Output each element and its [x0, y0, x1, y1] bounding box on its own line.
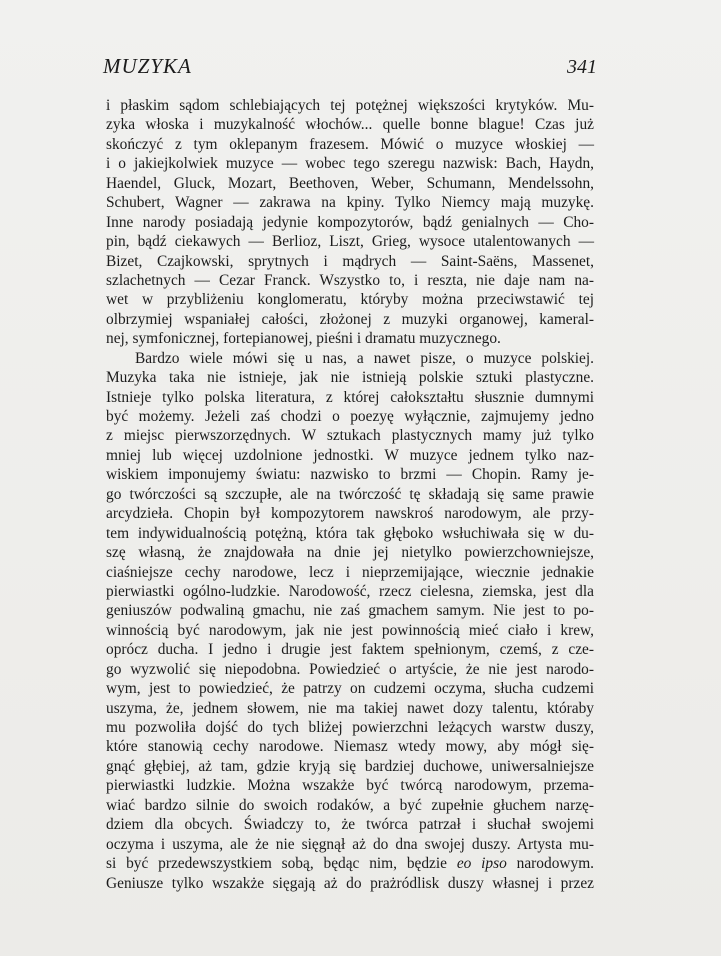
text-line: Haendel, Gluck, Mozart, Beethoven, Weber, Schumann, Mendelssohn,	[106, 174, 594, 192]
text-line: go twórczości są szczupłe, ale na twórczość tę składają się same prawie	[106, 485, 594, 503]
text-line: go wyzwolić się niepodobna. Powiedzieć o artyście, że nie jest narodo-	[106, 660, 594, 678]
text-line: mniej lub więcej uzdolnione jednostki. W muzyce jednem tylko naz-	[106, 446, 594, 464]
running-title: MUZYKA	[103, 54, 192, 78]
text-line: uszyma, że, jednem słowem, nie ma takiej nawet dozy talentu, któraby	[106, 699, 594, 717]
body-text	[106, 96, 594, 893]
text-line: ciaśniejsze cechy narodowe, lecz i nieprzemijające, wiecznie jednakie	[106, 563, 594, 581]
text-line: i o jakiejkolwiek muzyce — wobec tego szeregu nazwisk: Bach, Haydn,	[106, 155, 594, 173]
text-line: które stanowią cechy narodowe. Niemasz wtedy mowy, aby mógł się-	[106, 738, 594, 756]
text-line: gnąć głębiej, aż tam, gdzie kryją się bardziej duchowe, uniwersalniejsze	[106, 757, 594, 775]
text-line: wym, jest to powiedzieć, że patrzy on cudzemi oczyma, słucha cudzemi	[106, 680, 594, 698]
page-header	[103, 54, 597, 86]
text-line: Bizet, Czajkowski, sprytnych i mądrych — Saint-Saëns, Massenet,	[106, 252, 594, 270]
paragraph-1	[106, 96, 594, 349]
text-line: Inne narody posiadają jedynie kompozytorów, bądź genialnych — Cho-	[106, 213, 594, 231]
text-line: winnością być narodowym, jak nie jest powinnością mieć ciało i krew,	[106, 621, 594, 639]
text-line: arcydzieła. Chopin był kompozytorem nawskroś narodowym, ale przy-	[106, 505, 594, 523]
text-line: Muzyka taka nie istnieje, jak nie istnieją polskie sztuki plastyczne.	[106, 369, 594, 387]
text-line: z miejsc pierwszorzędnych. W sztukach plastycznych mamy już tylko	[106, 427, 594, 445]
text-line: mu pozwoliła dojść do tych bliżej powierzchni leżących warstw duszy,	[106, 719, 594, 736]
text-line-with-italic	[106, 854, 594, 873]
text-line: Schubert, Wagner — zakrawa na kpiny. Tylko Niemcy mają muzykę.	[106, 194, 594, 212]
text-line: szlachetnych — Cezar Franck. Wszystko to, i reszta, nie daje nam na-	[106, 271, 594, 289]
text-line: Istnieje tylko polska literatura, z której całokształtu słusznie dumnymi	[106, 388, 594, 406]
text-line: być możemy. Jeżeli zaś chodzi o poezyę wyłącznie, zajmujemy jedno	[106, 408, 594, 425]
text-line: pierwiastki ludzkie. Można wszakże być twórcą narodowym, przema-	[106, 777, 594, 795]
text-line: geniuszów podwaliną gmachu, nie zaś gmachem samym. Nie jest to po-	[106, 602, 594, 620]
text-line: Bardzo wiele mówi się u nas, a nawet pisze, o muzyce polskiej.	[135, 349, 594, 367]
text-line: zyka włoska i muzykalność włochów... quelle bonne blague! Czas już	[106, 116, 594, 134]
text-line: nej, symfonicznej, fortepianowej, pieśni i dramatu muzycznego.	[106, 330, 501, 348]
text-line: wiskiem imponujemy światu: nazwisko to brzmi — Chopin. Ramy je-	[106, 466, 594, 484]
italic-phrase: eo ipso	[456, 855, 507, 873]
text-segment: narodowym.	[506, 855, 595, 873]
text-line: oczyma i uszyma, ale że nie sięgnął aż do dna swojej duszy. Artysta mu-	[106, 835, 594, 853]
text-line: Geniusze tylko wszakże sięgają aż do prażródlisk duszy własnej i przez	[106, 874, 594, 892]
text-line: tem indywidualnością potężną, która tak głęboko wsłuchiwała się w du-	[106, 524, 594, 542]
paragraph-2	[106, 349, 594, 893]
text-line: dziem dla obcych. Świadczy to, że twórca patrzał i słuchał swojemi	[106, 816, 594, 834]
page-number: 341	[567, 56, 597, 78]
text-segment: si być przedewszystkiem sobą, będąc nim, będzie	[106, 855, 457, 873]
text-line: i płaskim sądom schlebiających tej potężnej większości krytyków. Mu-	[106, 97, 594, 114]
text-line: wiać bardzo silnie do swoich rodaków, a być zupełnie głuchem narzę-	[106, 796, 594, 814]
text-line: wet w przybliżeniu konglomeratu, któryby można przeciwstawić tej	[106, 291, 594, 309]
text-line: pierwiastki ogólno-ludzkie. Narodowość, rzecz cielesna, ziemska, jest dla	[106, 582, 594, 600]
text-line: oprócz ducha. I jedno i drugie jest faktem spełnionym, czemś, z cze-	[106, 641, 594, 659]
text-line: szę własną, że znajdowała na dnie jej nietylko powierzchowniejsze,	[106, 544, 594, 562]
text-line: olbrzymiej wspaniałej całości, złożonej z muzyki organowej, kameral-	[106, 310, 594, 328]
text-line: pin, bądź ciekawych — Berlioz, Liszt, Grieg, wysoce utalentowanych —	[106, 233, 594, 251]
text-line: skończyć z tym oklepanym frazesem. Mówić o muzyce włoskiej —	[106, 135, 594, 153]
